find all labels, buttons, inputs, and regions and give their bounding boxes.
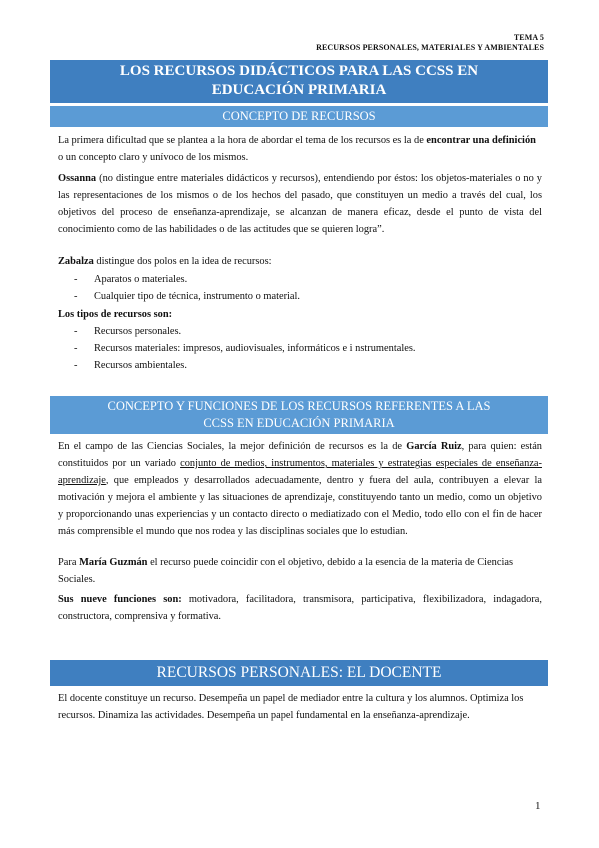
paragraph-primera-dificultad (58, 132, 542, 166)
text-run: (no distingue entre materiales didácticos y recursos), entendiendo por éstos: los objetos-materiales o no y las representaciones de los mismos o de los hechos del pasado, que constituyen un medio a través del cual, los objetivos del proceso de enseñanza-aprendizaje, se alcanzan de manera eficaz, desde el punto de vista del conocimiento como de las habilidades o de las actitudes que se quieren logra”. (58, 173, 542, 235)
document-title (50, 60, 548, 103)
paragraph-zabalza (58, 253, 542, 270)
bold-label: Sus nueve funciones son: (58, 594, 182, 605)
text-run: , para quien: están constituidos por un variado (58, 441, 543, 469)
text-run: distingue dos polos en la idea de recursos: (93, 256, 272, 267)
paragraph-garcia-ruiz (58, 438, 542, 540)
bold-label: Los tipos de recursos son: (58, 309, 173, 320)
author-name: Zabalza (58, 256, 94, 267)
section-heading-docente: RECURSOS PERSONALES: EL DOCENTE (50, 660, 548, 686)
underlined-text: conjunto de medios, instrumentos, materiales y estrategias especiales de enseñanza-aprendizaje (58, 458, 542, 486)
header-topic: TEMA 5 (513, 33, 544, 42)
document-title-line2: EDUCACIÓN PRIMARIA (211, 82, 387, 98)
text-run: La primera dificultad que se plantea a la hora de abordar el tema de los recursos es la de (58, 135, 427, 146)
section-heading-line1: CONCEPTO Y FUNCIONES DE LOS RECURSOS REFERENTES A LAS (107, 399, 491, 413)
tipos-heading (58, 306, 542, 323)
paragraph-maria-guzman (58, 554, 542, 588)
list-item: - Aparatos o materiales. (74, 271, 300, 288)
section-heading-funciones (50, 396, 548, 434)
paragraph-ossanna (58, 170, 542, 238)
author-name: María Guzmán (79, 557, 148, 568)
page-number: 1 (535, 800, 541, 812)
paragraph-funciones (58, 591, 542, 625)
list-item: - Recursos personales. (74, 323, 415, 340)
author-name: García Ruiz (406, 441, 462, 452)
author-name: Ossanna (58, 173, 97, 184)
section-heading-concepto: CONCEPTO DE RECURSOS (50, 106, 548, 127)
document-title-line1: LOS RECURSOS DIDÁCTICOS PARA LAS CCSS EN (119, 63, 479, 79)
text-run: Para (58, 557, 80, 568)
text-run: motivadora, facilitadora, transmisora, participativa, flexibilizadora, indagadora, constructora, comprensiva y formativa. (58, 594, 542, 622)
header-subtitle: RECURSOS PERSONALES, MATERIALES Y AMBIENTALES (316, 43, 544, 52)
running-header (316, 33, 544, 53)
text-run: o un concepto claro y unívoco de los mismos. (58, 152, 249, 163)
text-run: En el campo de las Ciencias Sociales, la mejor definición de recursos es la de (58, 441, 407, 452)
list-item: - Recursos materiales: impresos, audiovisuales, informáticos e i nstrumentales. (74, 340, 415, 357)
text-run: , que empleados y desarrollados adecuadamente, dentro y fuera del aula, contribuyen a elevar la motivación y mejora el ambiente y las situaciones de aprendizaje, constituyendo tanto un medio, como un objetivo y proporcionando unas experiencias y un contacto directo o mediatizado con el Medio, todo ello con el fin de hacer más comprensible el mundo que nos rodea y las disciplinas sociales que lo estudian. (58, 475, 542, 537)
bold-term: encontrar una definición (426, 135, 536, 146)
list-item: - Cualquier tipo de técnica, instrumento o material. (74, 288, 300, 305)
list-tipos (74, 323, 415, 374)
section-heading-line2: CCSS EN EDUCACIÓN PRIMARIA (203, 416, 395, 430)
text-run: el recurso puede coincidir con el objetivo, debido a la esencia de la materia de Ciencias Sociales. (58, 557, 514, 585)
paragraph-docente: El docente constituye un recurso. Desempeña un papel de mediador entre la cultura y los alumnos. Optimiza los recursos. Dinamiza las actividades. Desempeña un papel fundamental en la enseñanza-aprendizaje. (58, 693, 524, 721)
list-polos (74, 271, 300, 305)
list-item: - Recursos ambientales. (74, 357, 415, 374)
